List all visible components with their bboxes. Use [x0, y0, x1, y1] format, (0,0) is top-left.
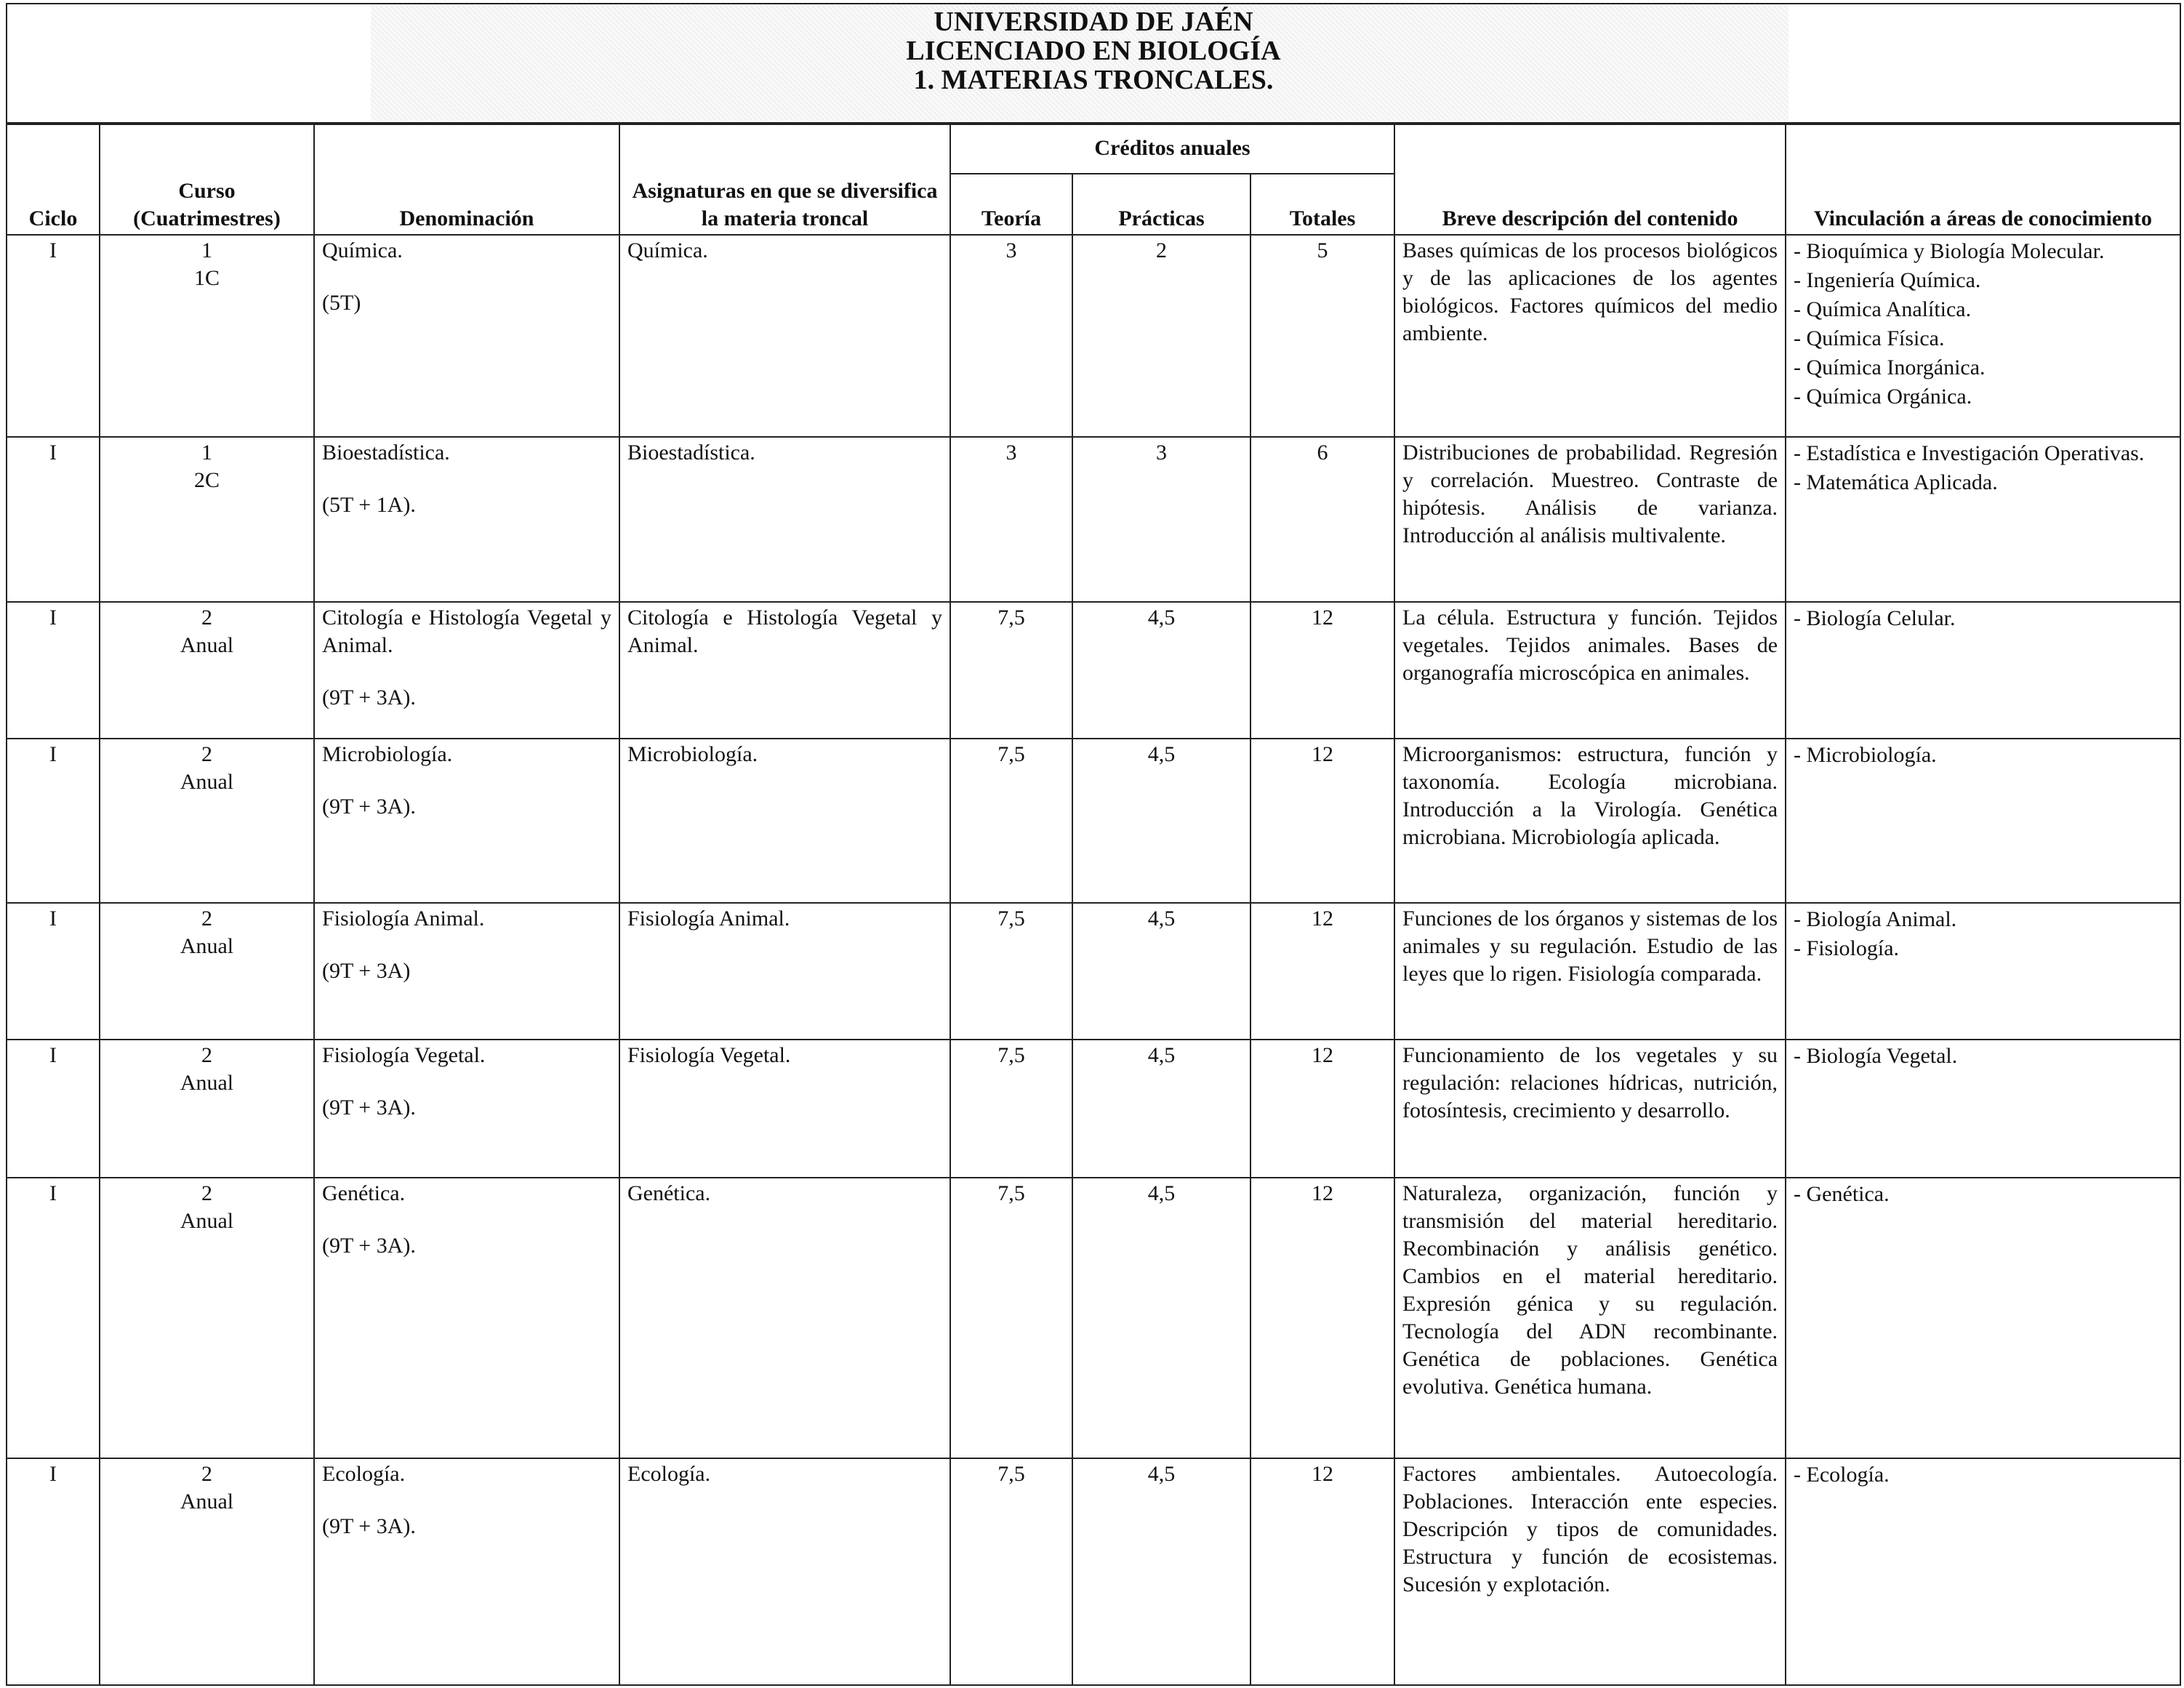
cell-denominacion: [314, 602, 619, 739]
table-row: [7, 602, 2180, 739]
cell-denominacion: [314, 1458, 619, 1685]
col-vinculacion-header: Vinculación a áreas de conocimiento: [1786, 123, 2180, 235]
cell-teoria: 7,5: [950, 903, 1072, 1040]
denominacion-credits: (5T): [322, 291, 361, 315]
cell-vinculacion: [1786, 903, 2180, 1040]
cell-totales: 12: [1250, 903, 1394, 1040]
cell-totales: 5: [1250, 235, 1394, 437]
denominacion-credits: (9T + 3A).: [322, 686, 416, 710]
cell-practicas: 4,5: [1072, 1040, 1250, 1178]
subjects-table-body: [7, 235, 2180, 1685]
cell-totales: 12: [1250, 1040, 1394, 1178]
curso-period: Anual: [180, 934, 234, 958]
cell-teoria: 7,5: [950, 1178, 1072, 1458]
col-curso-header: Curso (Cuatrimestres): [100, 123, 314, 235]
cell-teoria: 7,5: [950, 602, 1072, 739]
area-item: - Matemática Aplicada.: [1794, 470, 1998, 494]
denominacion-credits: (9T + 3A).: [322, 795, 416, 819]
col-asignaturas-header: Asignaturas en que se diversifica la materia troncal: [619, 123, 950, 235]
cell-asignatura: Fisiología Animal.: [619, 903, 950, 1040]
area-item: - Biología Animal.: [1794, 907, 1957, 931]
cell-totales: 12: [1250, 739, 1394, 903]
area-item: - Biología Celular.: [1794, 606, 1956, 630]
cell-teoria: 3: [950, 437, 1072, 602]
cell-denominacion: [314, 1178, 619, 1458]
cell-ciclo: I: [7, 739, 100, 903]
cell-descripcion: Bases químicas de los procesos biológicos y de las aplicaciones de los agentes biológicos. Factores químicos del medio ambiente.: [1394, 235, 1786, 437]
cell-vinculacion: [1786, 437, 2180, 602]
cell-vinculacion: [1786, 602, 2180, 739]
degree-name: LICENCIADO EN BIOLOGÍA: [906, 36, 1281, 66]
denominacion-credits: (9T + 3A).: [322, 1096, 416, 1120]
cell-practicas: 4,5: [1072, 1178, 1250, 1458]
cell-teoria: 3: [950, 235, 1072, 437]
cell-ciclo: I: [7, 1040, 100, 1178]
cell-denominacion: [314, 437, 619, 602]
cell-curso: [100, 235, 314, 437]
cell-teoria: 7,5: [950, 1458, 1072, 1685]
cell-descripcion: Microorganismos: estructura, función y taxonomía. Ecología microbiana. Introducción a la Virología. Genética microbiana. Microbiología aplicada.: [1394, 739, 1786, 903]
denominacion-name: Citología e Histología Vegetal y Animal.: [322, 606, 611, 657]
cell-asignatura: Ecología.: [619, 1458, 950, 1685]
section-title: 1. MATERIAS TRONCALES.: [913, 65, 1274, 95]
cell-totales: 12: [1250, 1178, 1394, 1458]
col-creditos-header: Créditos anuales: [950, 123, 1394, 174]
cell-curso: [100, 1178, 314, 1458]
curso-period: Anual: [180, 770, 234, 794]
cell-practicas: 2: [1072, 235, 1250, 437]
area-item: - Química Analítica.: [1794, 297, 1972, 321]
cell-asignatura: Citología e Histología Vegetal y Animal.: [619, 602, 950, 739]
denominacion-credits: (5T + 1A).: [322, 493, 416, 517]
col-descripcion-header: Breve descripción del contenido: [1394, 123, 1786, 235]
area-item: - Ingeniería Química.: [1794, 268, 1981, 292]
curso-period: Anual: [180, 633, 234, 657]
cell-ciclo: I: [7, 1458, 100, 1685]
cell-teoria: 7,5: [950, 739, 1072, 903]
cell-vinculacion: [1786, 1040, 2180, 1178]
cell-curso: [100, 1458, 314, 1685]
curso-period: Anual: [180, 1209, 234, 1233]
cell-practicas: 4,5: [1072, 903, 1250, 1040]
cell-totales: 12: [1250, 602, 1394, 739]
cell-asignatura: Genética.: [619, 1178, 950, 1458]
cell-ciclo: I: [7, 437, 100, 602]
col-practicas-header: Prácticas: [1072, 174, 1250, 235]
denominacion-credits: (9T + 3A).: [322, 1514, 416, 1538]
cell-descripcion: Factores ambientales. Autoecología. Poblaciones. Interacción ente especies. Descripción y tipos de comunidades. Estructura y función de ecosistemas. Sucesión y explotación.: [1394, 1458, 1786, 1685]
denominacion-name: Bioestadística.: [322, 441, 450, 465]
cell-vinculacion: [1786, 1178, 2180, 1458]
cell-ciclo: I: [7, 903, 100, 1040]
cell-curso: [100, 739, 314, 903]
cell-practicas: 4,5: [1072, 602, 1250, 739]
table-row: [7, 903, 2180, 1040]
cell-practicas: 4,5: [1072, 739, 1250, 903]
area-item: - Biología Vegetal.: [1794, 1044, 1958, 1068]
curso-year: 2: [201, 1462, 212, 1486]
cell-ciclo: I: [7, 235, 100, 437]
denominacion-credits: (9T + 3A).: [322, 1234, 416, 1258]
denominacion-name: Fisiología Vegetal.: [322, 1043, 486, 1067]
cell-denominacion: [314, 903, 619, 1040]
table-row: [7, 1040, 2180, 1178]
cell-descripcion: Funcionamiento de los vegetales y su regulación: relaciones hídricas, nutrición, fotosíntesis, crecimiento y desarrollo.: [1394, 1040, 1786, 1178]
cell-denominacion: [314, 235, 619, 437]
document-header: [6, 3, 2181, 125]
university-name: UNIVERSIDAD DE JAÉN: [934, 7, 1253, 37]
cell-vinculacion: [1786, 1458, 2180, 1685]
curso-year: 2: [201, 1043, 212, 1067]
table-row: [7, 739, 2180, 903]
col-denominacion-header: Denominación: [314, 123, 619, 235]
cell-curso: [100, 1040, 314, 1178]
cell-vinculacion: [1786, 235, 2180, 437]
curso-period: Anual: [180, 1071, 234, 1095]
area-item: - Fisiología.: [1794, 936, 1900, 960]
denominacion-name: Química.: [322, 238, 403, 262]
curso-year: 2: [201, 907, 212, 931]
curso-year: 1: [201, 441, 212, 465]
cell-teoria: 7,5: [950, 1040, 1072, 1178]
document-page: [6, 3, 2180, 1687]
cell-curso: [100, 437, 314, 602]
cell-asignatura: Microbiología.: [619, 739, 950, 903]
area-item: - Ecología.: [1794, 1463, 1890, 1487]
curso-year: 1: [201, 238, 212, 262]
denominacion-name: Microbiología.: [322, 742, 453, 766]
denominacion-name: Ecología.: [322, 1462, 406, 1486]
area-item: - Genética.: [1794, 1182, 1890, 1206]
denominacion-credits: (9T + 3A): [322, 959, 411, 983]
table-row: [7, 437, 2180, 602]
header-title-block: [7, 4, 2180, 95]
cell-descripcion: La célula. Estructura y función. Tejidos vegetales. Tejidos animales. Bases de organografía microscópica en animales.: [1394, 602, 1786, 739]
cell-practicas: 3: [1072, 437, 1250, 602]
cell-curso: [100, 903, 314, 1040]
cell-practicas: 4,5: [1072, 1458, 1250, 1685]
col-teoria-header: Teoría: [950, 174, 1072, 235]
table-row: [7, 1458, 2180, 1685]
cell-ciclo: I: [7, 1178, 100, 1458]
area-item: - Química Inorgánica.: [1794, 355, 1986, 379]
cell-descripcion: Naturaleza, organización, función y transmisión del material hereditario. Recombinación y análisis genético. Cambios en el material hereditario. Expresión génica y su regulación. Tecnología del ADN recombinante. Genética de poblaciones. Genética evolutiva. Genética humana.: [1394, 1178, 1786, 1458]
cell-vinculacion: [1786, 739, 2180, 903]
cell-asignatura: Química.: [619, 235, 950, 437]
curso-period: Anual: [180, 1490, 234, 1514]
curso-period: 2C: [193, 468, 220, 492]
curso-year: 2: [201, 606, 212, 630]
cell-curso: [100, 602, 314, 739]
cell-descripcion: Funciones de los órganos y sistemas de los animales y su regulación. Estudio de las leyes que lo rigen. Fisiología comparada.: [1394, 903, 1786, 1040]
cell-totales: 6: [1250, 437, 1394, 602]
cell-asignatura: Fisiología Vegetal.: [619, 1040, 950, 1178]
subjects-table: [6, 122, 2181, 1686]
area-item: - Química Física.: [1794, 326, 1945, 350]
table-row: [7, 235, 2180, 437]
cell-asignatura: Bioestadística.: [619, 437, 950, 602]
cell-denominacion: [314, 1040, 619, 1178]
curso-period: 1C: [193, 266, 220, 290]
area-item: - Química Orgánica.: [1794, 385, 1972, 409]
area-item: - Microbiología.: [1794, 743, 1937, 767]
cell-descripcion: Distribuciones de probabilidad. Regresión y correlación. Muestreo. Contraste de hipótesis. Análisis de varianza. Introducción al análisis multivalente.: [1394, 437, 1786, 602]
curso-year: 2: [201, 1181, 212, 1205]
cell-denominacion: [314, 739, 619, 903]
area-item: - Bioquímica y Biología Molecular.: [1794, 239, 2105, 263]
curso-year: 2: [201, 742, 212, 766]
area-item: - Estadística e Investigación Operativas.: [1794, 441, 2145, 465]
col-ciclo-header: Ciclo: [7, 123, 100, 235]
table-row: [7, 1178, 2180, 1458]
cell-totales: 12: [1250, 1458, 1394, 1685]
denominacion-name: Fisiología Animal.: [322, 907, 485, 931]
col-totales-header: Totales: [1250, 174, 1394, 235]
cell-ciclo: I: [7, 602, 100, 739]
denominacion-name: Genética.: [322, 1181, 406, 1205]
